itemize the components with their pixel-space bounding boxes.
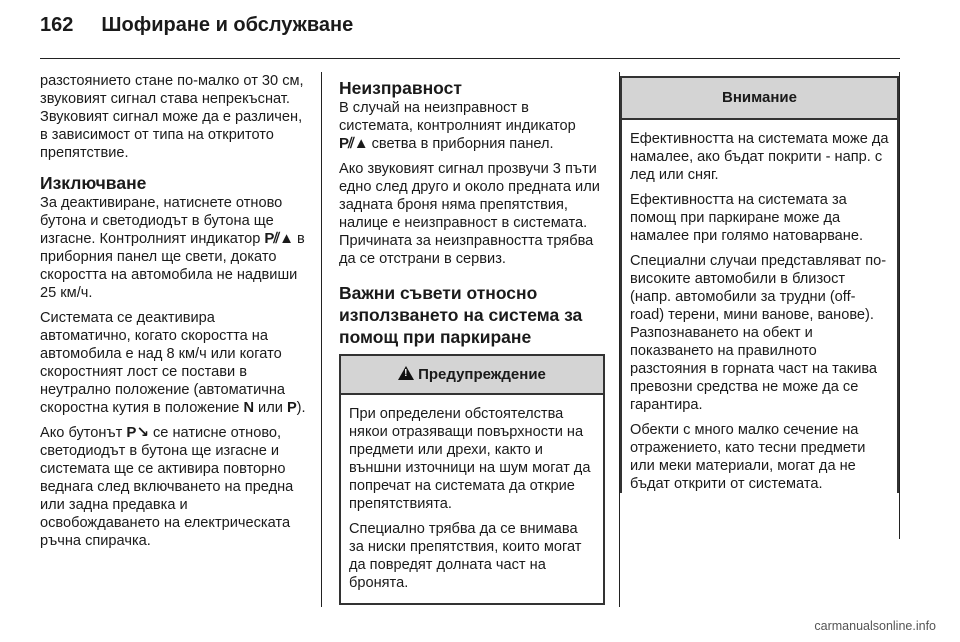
warning-triangle-icon [398,366,414,380]
caution-box [620,76,899,493]
caution-header: Внимание [622,78,897,120]
warning-body [341,395,603,603]
column-divider-left [321,72,322,607]
fault-heading: Неизправност [339,78,462,98]
left-column [40,72,306,557]
warning-title: Предупреждение [418,366,546,383]
warning-header [341,356,603,395]
column-divider-far-right [899,72,900,539]
warning-paragraph-2: Специално трябва да се внимава за ниски препятствия, които могат да повредят долната част на бронята. [349,521,582,591]
disable-paragraph [40,194,306,302]
caution-body [622,120,897,493]
text-span: се натисне отново, светодиодът в бутона ще изгасне и системата ще се активира повторно веднага след включването на предна или задна предавка и освобождаването на електрическата ръчна спирачка. [40,425,294,549]
page-header [40,14,353,46]
caution-paragraph-1: Ефективността на системата може да намалее, ако бъдат покрити - напр. с лед или сняг. [630,131,889,183]
parking-indicator-icon: P⫽▲ [339,135,368,152]
page-number: 162 [40,14,74,36]
text-span: ). [296,400,306,416]
text-span: Системата се деактивира автоматично, когато скоростта на автомобила е над 8 км/ч или когато скоростният лост се постави в неутрално положение (автоматична скоростна кутия в положение [40,310,286,416]
caution-paragraph-4: Обекти с много малко сечение на отражението, като тесни предмети или меки материали, могат да не бъдат открити от системата. [630,422,866,492]
fault-paragraph-1 [339,99,605,153]
reactivate-paragraph [40,424,306,550]
gear-p: P [286,400,297,416]
gear-n: N [243,400,254,416]
disable-heading: Изключване [40,173,147,193]
warning-paragraph-1: При определени обстоятелства някои отразяващи повърхности на предмети или дрехи, както и външни източници на шум могат да попречат на системата да открие препятствията. [349,406,591,512]
text-span: в приборния панел ще свети, докато скоростта на автомобила не надвиши 25 км/ч. [40,231,305,301]
watermark: carmanualsonline.info [814,619,936,633]
chapter-title: Шофиране и обслужване [101,14,354,36]
text-span: За деактивиране, натиснете отново бутона и светодиодът в бутона ще изгасне. Контролният индикатор [40,195,283,247]
caution-paragraph-2: Ефективността на системата за помощ при паркиране може да намалее при голямо натоварване. [630,192,864,244]
auto-disable-paragraph [40,309,306,417]
middle-column [339,72,605,605]
header-rule [40,58,900,59]
warning-box [339,354,605,605]
text-span: или [254,400,287,416]
text-span: В случай на неизправност в системата, контролният индикатор [339,100,576,134]
distance-paragraph: разстоянието стане по-малко от 30 см, звуковият сигнал става непрекъснат. Звуковият сигнал може да е различен, в зависимост от типа на откритото препятствие. [40,73,304,161]
caution-paragraph-3: Специални случаи представляват по-високите автомобили в близост (напр. автомобили за трудни (off-road) терени, мини ванове, ванове). Разпознаването на обект и показването на правилното разстояния в горната част на такива превозни средства не може да се гарантира. [630,253,887,413]
parking-button-icon: P↘ [126,424,149,441]
tips-heading: Важни съвети относно използването на система за помощ при паркиране [339,283,583,347]
text-span: светва в приборния панел. [367,136,554,152]
parking-indicator-icon: P⫽▲ [264,230,293,247]
text-span: Ако бутонът [40,425,127,441]
right-column [620,76,899,500]
fault-paragraph-2: Ако звуковият сигнал прозвучи 3 пъти едно след друго и около предната или задната броня няма препятствия, налице е неизправност в системата. Причината за неизправността трябва да се отстрани в сервиз. [339,161,600,267]
